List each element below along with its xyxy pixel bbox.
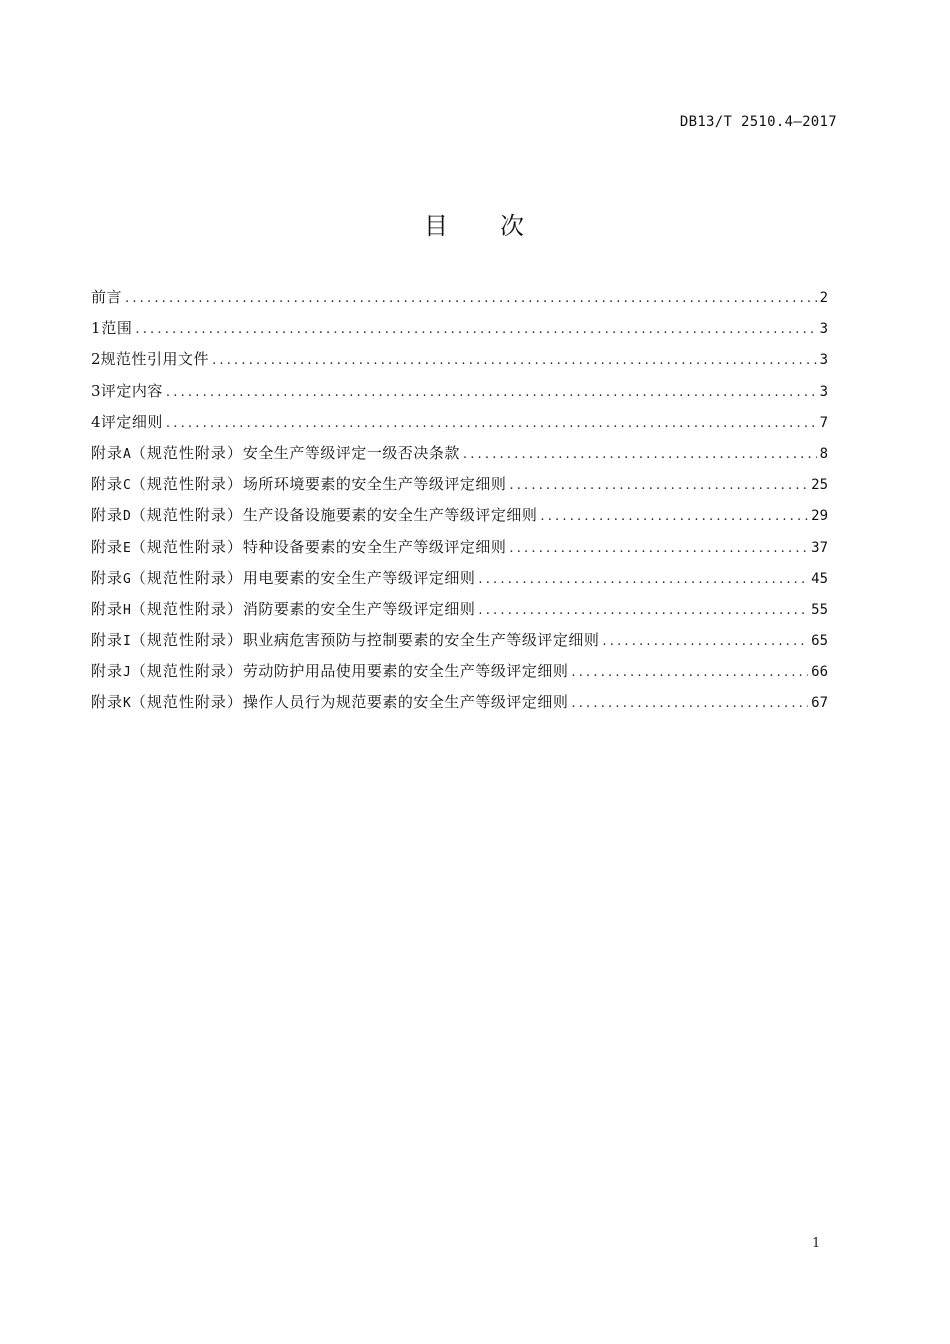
toc-leader-dots <box>135 318 816 342</box>
appendix-prefix: 附录 <box>91 506 124 525</box>
toc-entry-section-4[interactable] <box>91 410 828 441</box>
toc-entry-label: 评定内容 <box>100 381 163 400</box>
toc-leader-dots <box>509 537 808 561</box>
toc-entry-page: 3 <box>819 321 828 338</box>
toc-entry-label: 操作人员行为规范要素的安全生产等级评定细则 <box>242 693 569 712</box>
toc-entry-appendix-d[interactable] <box>91 503 828 534</box>
toc-entry-number: 2 <box>91 350 101 369</box>
appendix-kind: （规范性附录） <box>130 599 243 618</box>
appendix-prefix: 附录 <box>91 537 124 556</box>
toc-entry-label: 生产设备设施要素的安全生产等级评定细则 <box>242 506 538 525</box>
toc-entry-label: 用电要素的安全生产等级评定细则 <box>242 568 476 587</box>
toc-entry-label: 前言 <box>91 288 123 306</box>
toc-leader-dots <box>509 474 808 498</box>
toc-entry-label: 范围 <box>101 319 133 338</box>
toc-entry-label: 消防要素的安全生产等级评定细则 <box>242 599 476 618</box>
toc-title-part1: 目 <box>424 212 450 240</box>
appendix-kind: （规范性附录） <box>130 662 243 681</box>
appendix-prefix: 附录 <box>91 693 124 712</box>
toc-leader-dots <box>478 568 808 592</box>
toc-entry-appendix-g[interactable] <box>91 566 828 597</box>
appendix-prefix: 附录 <box>91 568 124 587</box>
appendix-kind: （规范性附录） <box>130 631 243 650</box>
toc-leader-dots <box>166 412 817 436</box>
toc-entry-appendix-c[interactable] <box>91 472 828 503</box>
appendix-kind: （规范性附录） <box>130 475 243 494</box>
toc-entry-label: 规范性引用文件 <box>100 350 210 369</box>
toc-entry-appendix-k[interactable] <box>91 690 828 721</box>
toc-entry-page: 37 <box>811 539 828 556</box>
toc-entry-section-3[interactable] <box>91 379 828 410</box>
toc-title-part2: 次 <box>500 212 526 240</box>
appendix-letter: J <box>123 665 131 681</box>
toc-leader-dots <box>212 349 817 373</box>
appendix-prefix: 附录 <box>91 662 124 681</box>
toc-leader-dots <box>166 381 817 405</box>
appendix-letter: C <box>123 478 131 494</box>
toc-entry-page: 3 <box>819 352 828 369</box>
toc-entry-page: 66 <box>811 664 828 681</box>
toc-entry-page: 8 <box>819 445 828 462</box>
appendix-letter: D <box>123 509 131 525</box>
toc-leader-dots <box>540 505 808 529</box>
appendix-kind: （规范性附录） <box>130 693 243 712</box>
appendix-letter: A <box>123 446 131 462</box>
appendix-letter: K <box>123 696 131 712</box>
toc-entry-number: 3 <box>91 381 101 400</box>
appendix-kind: （规范性附录） <box>130 506 243 525</box>
toc-entry-label: 职业病危害预防与控制要素的安全生产等级评定细则 <box>242 631 600 650</box>
toc-entry-page: 67 <box>811 695 828 712</box>
toc-leader-dots <box>602 630 808 654</box>
toc-leader-dots <box>571 692 808 716</box>
appendix-prefix: 附录 <box>91 599 124 618</box>
toc-entry-page: 7 <box>819 414 828 431</box>
toc-entry-label: 场所环境要素的安全生产等级评定细则 <box>242 475 507 494</box>
toc-entry-number: 1 <box>91 319 101 338</box>
toc-leader-dots <box>125 287 817 311</box>
toc-entry-foreword[interactable] <box>91 285 828 316</box>
table-of-contents <box>91 285 828 722</box>
toc-entry-page: 25 <box>811 477 828 494</box>
appendix-letter: G <box>123 571 131 587</box>
appendix-prefix: 附录 <box>91 631 124 650</box>
toc-entry-section-1[interactable] <box>91 316 828 347</box>
toc-entry-appendix-h[interactable] <box>91 597 828 628</box>
document-code: DB13/T 2510.4—2017 <box>679 114 837 130</box>
toc-entry-label: 特种设备要素的安全生产等级评定细则 <box>242 537 507 556</box>
appendix-kind: （规范性附录） <box>130 537 243 556</box>
toc-title <box>0 206 950 241</box>
appendix-kind: （规范性附录） <box>130 443 243 462</box>
page-number: 1 <box>812 1236 821 1251</box>
appendix-letter: H <box>123 602 131 618</box>
toc-entry-page: 45 <box>811 570 828 587</box>
toc-entry-label: 劳动防护用品使用要素的安全生产等级评定细则 <box>242 662 569 681</box>
toc-entry-label: 安全生产等级评定一级否决条款 <box>242 443 460 462</box>
toc-leader-dots <box>478 599 808 623</box>
appendix-kind: （规范性附录） <box>130 568 243 587</box>
toc-entry-section-2[interactable] <box>91 347 828 378</box>
toc-entry-label: 评定细则 <box>100 412 163 431</box>
toc-entry-page: 3 <box>819 383 828 400</box>
toc-entry-page: 55 <box>811 601 828 618</box>
appendix-prefix: 附录 <box>91 443 124 462</box>
appendix-letter: E <box>123 540 131 556</box>
toc-entry-page: 2 <box>819 290 828 306</box>
toc-entry-number: 4 <box>91 412 101 431</box>
toc-leader-dots <box>571 661 808 685</box>
toc-entry-page: 29 <box>811 508 828 525</box>
appendix-letter: I <box>123 634 131 650</box>
appendix-prefix: 附录 <box>91 475 124 494</box>
toc-entry-appendix-a[interactable] <box>91 441 828 472</box>
toc-leader-dots <box>463 443 817 467</box>
toc-entry-appendix-i[interactable] <box>91 628 828 659</box>
toc-entry-appendix-e[interactable] <box>91 535 828 566</box>
toc-entry-appendix-j[interactable] <box>91 659 828 690</box>
toc-entry-page: 65 <box>811 633 828 650</box>
